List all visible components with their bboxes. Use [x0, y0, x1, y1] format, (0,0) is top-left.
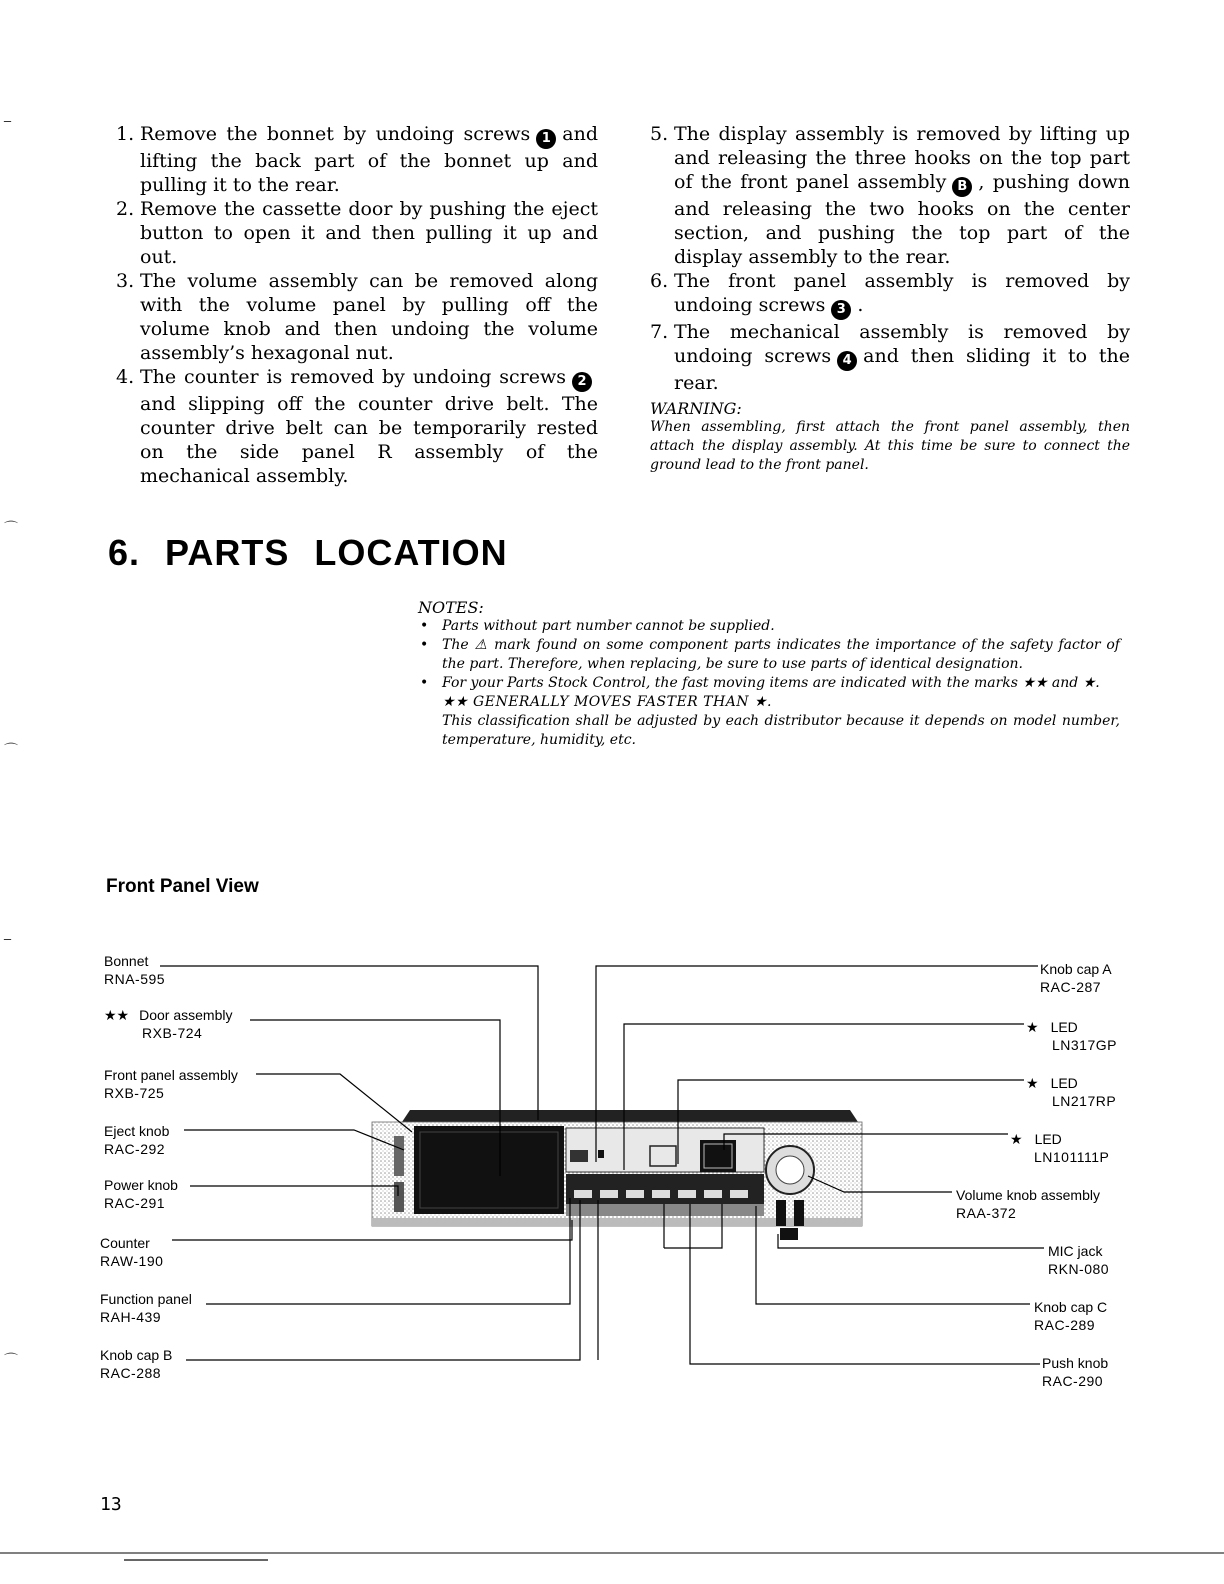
- bullet-icon: •: [420, 637, 429, 653]
- label-led-ln101111p: ★ LED LN101111P: [1010, 1131, 1110, 1165]
- label-led-ln317gp: ★ LED LN317GP: [1026, 1019, 1117, 1053]
- note-item: • The ⚠ mark found on some component parts indicates the importance of the safety factor of the part. Therefore, when replacing, be sure to use parts of identical designation.: [420, 637, 1120, 672]
- label-volume-knob-assembly: Volume knob assembly RAA-372: [956, 1187, 1100, 1221]
- label-mic-jack: MIC jack RKN-080: [1048, 1243, 1110, 1277]
- label-eject-knob: Eject knob RAC-292: [104, 1123, 170, 1157]
- cassette-door-window: [414, 1126, 564, 1214]
- label-bonnet: Bonnet RNA-595: [104, 953, 166, 987]
- label-knob-cap-a: Knob cap A RAC-287: [1040, 961, 1112, 995]
- screw-b-icon: B: [952, 177, 972, 197]
- label-knob-cap-b: Knob cap B RAC-288: [100, 1347, 173, 1381]
- margin-tick-icon: ⌒: [4, 743, 18, 759]
- section-title: 6. PARTS LOCATION: [108, 532, 508, 573]
- bullet-icon: •: [420, 618, 429, 634]
- step-1: 1. Remove the bonnet by undoing screws 1 and lifting the back part of the bonnet up and pulling it to the rear.: [116, 123, 598, 196]
- screw-2-icon: 2: [572, 372, 592, 392]
- label-push-knob: Push knob RAC-290: [1042, 1355, 1109, 1389]
- margin-tick-icon: ⌒: [4, 521, 18, 537]
- label-counter: Counter RAW-190: [100, 1235, 164, 1269]
- label-front-panel-assembly: Front panel assembly RXB-725: [104, 1067, 238, 1101]
- fast-moving-mark: ★★: [104, 1007, 130, 1023]
- bullet-icon: •: [420, 675, 429, 691]
- step-4: 4. The counter is removed by undoing screws 2and slipping off the counter drive belt. The counter drive belt can be temporarily rested on the side panel R assembly of the mechanical assembly.: [116, 366, 598, 487]
- page-number: 13: [100, 1494, 122, 1515]
- step-6: 6. The front panel assembly is removed by undoing screws 3 .: [650, 269, 1130, 320]
- screw-4-icon: 4: [837, 351, 857, 371]
- notes-heading: NOTES:: [418, 598, 484, 617]
- step-7: 7. The mechanical assembly is removed by undoing screws 4 and then sliding it to the rear.: [650, 321, 1130, 394]
- margin-tick-icon: ‾: [4, 120, 11, 136]
- step-2: 2. Remove the cassette door by pushing the eject button to open it and then pulling it up and out.: [116, 198, 598, 268]
- cassette-deck-illustration: [372, 1110, 862, 1240]
- note-adjustment: This classification shall be adjusted by each distributor because it depends on model number, temperature, humidity, etc.: [442, 713, 1120, 748]
- fast-moving-mark: ★: [1010, 1131, 1023, 1147]
- warning-text: When assembling, first attach the front panel assembly, then attach the display assembly. At this time be sure to connect the ground lead to the front panel.: [650, 419, 1130, 473]
- label-power-knob: Power knob RAC-291: [104, 1177, 178, 1211]
- screw-1-icon: 1: [536, 129, 556, 149]
- step-5: 5. The display assembly is removed by lifting up and releasing the three hooks on the top part of the front panel assembly B , pushing down and releasing the two hooks on the center section, and pushing the top part of the display assembly to the rear.: [650, 123, 1130, 268]
- label-function-panel: Function panel RAH-439: [100, 1291, 192, 1325]
- fast-moving-mark: ★: [1026, 1019, 1039, 1035]
- note-item: • For your Parts Stock Control, the fast moving items are indicated with the marks ★★ and ★. ★★ GENERALLY MOVES FASTER THAN ★. This classification shall be adjusted by each distributor because it depends on model number, temperature, humidity, etc.: [420, 675, 1120, 748]
- note-classification: ★★ GENERALLY MOVES FASTER THAN ★.: [442, 694, 773, 710]
- screw-3-icon: 3: [831, 300, 851, 320]
- label-knob-cap-c: Knob cap C RAC-289: [1034, 1299, 1108, 1333]
- fast-moving-mark: ★: [1026, 1075, 1039, 1091]
- diagram-title: Front Panel View: [106, 876, 259, 897]
- label-led-ln217rp: ★ LED LN217RP: [1026, 1075, 1117, 1109]
- margin-tick-icon: ‾: [4, 938, 11, 954]
- warning-heading: WARNING:: [650, 399, 742, 418]
- step-3: 3. The volume assembly can be removed along with the volume panel by pulling off the volume knob and then undoing the volume assembly’s hexagonal nut.: [116, 270, 598, 364]
- label-door-assembly: ★★ Door assembly RXB-724: [104, 1007, 233, 1041]
- margin-tick-icon: ⌒: [4, 1353, 18, 1369]
- note-item: • Parts without part number cannot be supplied.: [420, 618, 775, 634]
